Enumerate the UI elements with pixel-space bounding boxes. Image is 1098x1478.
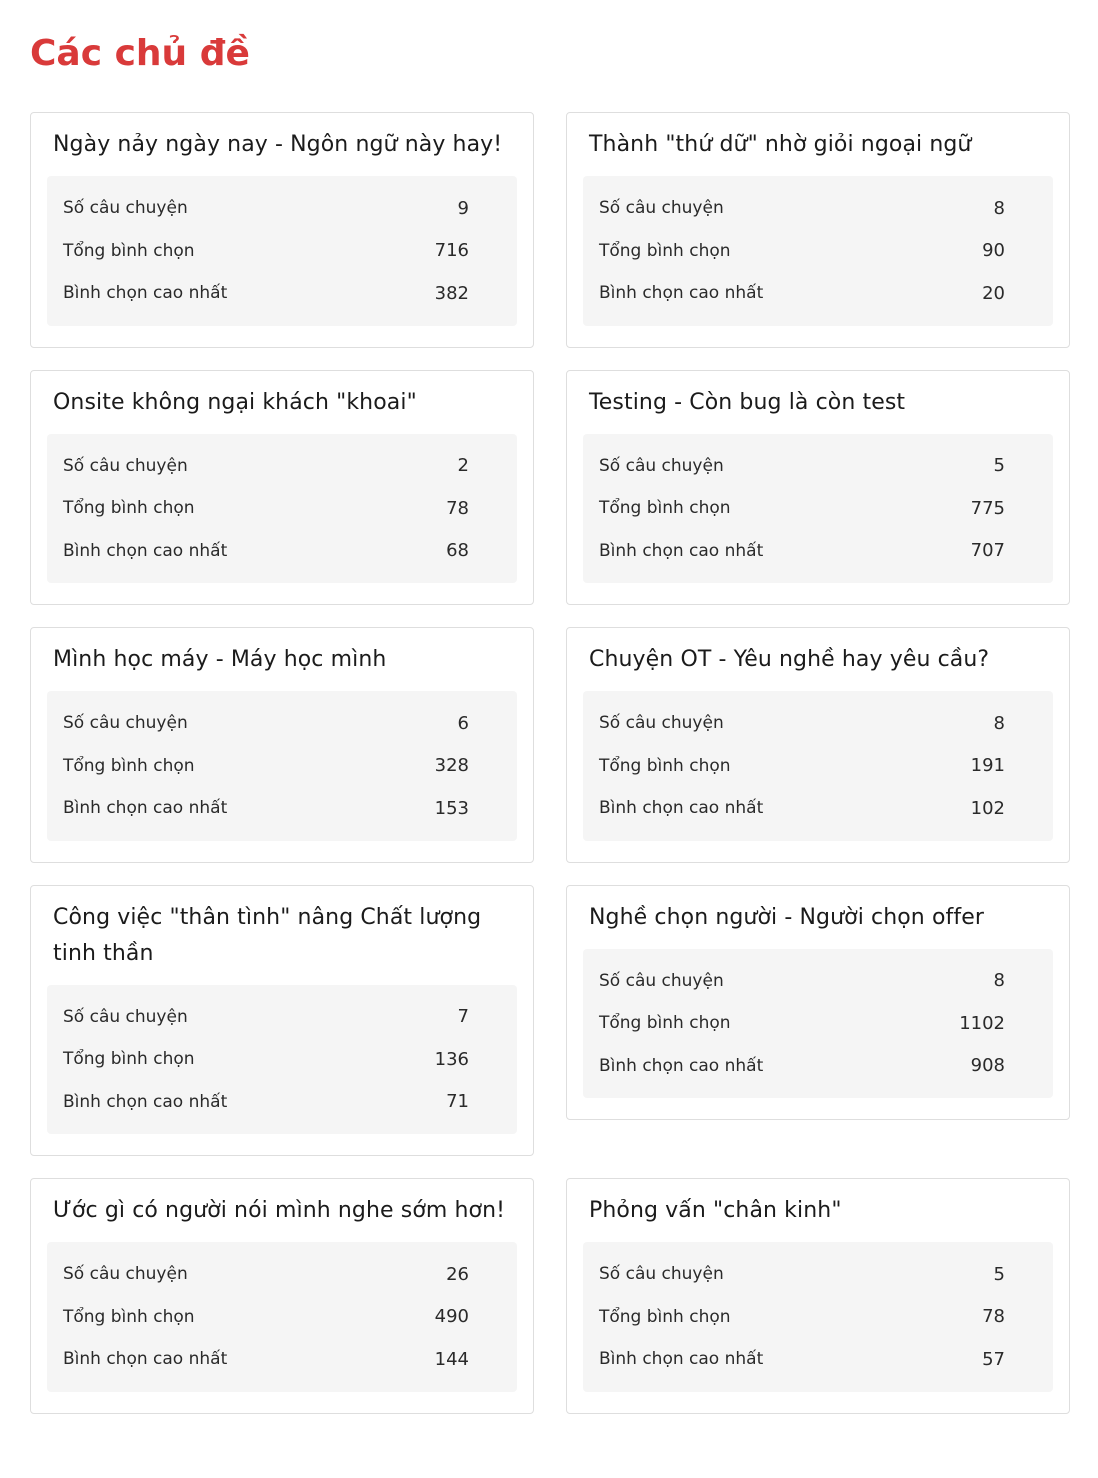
stat-label: Tổng bình chọn xyxy=(599,240,731,261)
stat-row-top-votes xyxy=(63,272,469,315)
stat-row-stories xyxy=(63,445,469,488)
stat-row-total-votes xyxy=(599,487,1005,530)
stat-label: Số câu chuyện xyxy=(63,198,188,219)
topics-grid xyxy=(30,112,1068,1414)
topic-stats xyxy=(583,434,1053,584)
topic-stats xyxy=(47,1242,517,1392)
stat-label: Số câu chuyện xyxy=(63,1006,188,1027)
stat-row-top-votes xyxy=(63,1338,469,1381)
stat-row-top-votes xyxy=(599,530,1005,573)
stat-value: 71 xyxy=(446,1091,469,1113)
topic-stats xyxy=(47,176,517,326)
stat-label: Số câu chuyện xyxy=(63,1264,188,1285)
stat-row-total-votes xyxy=(63,230,469,273)
stat-row-stories xyxy=(599,445,1005,488)
stat-value: 78 xyxy=(446,497,469,519)
stat-value: 2 xyxy=(457,455,469,477)
stat-value: 5 xyxy=(993,1263,1005,1285)
stat-value: 8 xyxy=(993,712,1005,734)
topic-title[interactable]: Onsite không ngại khách "khoai" xyxy=(53,389,417,415)
stat-value: 5 xyxy=(993,455,1005,477)
topic-title[interactable]: Ước gì có người nói mình nghe sớm hơn! xyxy=(53,1198,506,1223)
stat-row-total-votes xyxy=(63,1296,469,1339)
stat-label: Số câu chuyện xyxy=(599,455,724,476)
stat-label: Bình chọn cao nhất xyxy=(599,283,764,304)
stat-row-top-votes xyxy=(63,787,469,830)
topic-title[interactable]: Thành "thứ dữ" nhờ giỏi ngoại ngữ xyxy=(589,132,972,157)
stat-label: Số câu chuyện xyxy=(599,198,724,219)
stat-label: Tổng bình chọn xyxy=(63,498,195,519)
stat-label: Tổng bình chọn xyxy=(63,1306,195,1327)
stat-row-total-votes xyxy=(599,1296,1005,1339)
stat-value: 8 xyxy=(993,197,1005,219)
topic-card[interactable] xyxy=(566,370,1070,606)
stat-label: Tổng bình chọn xyxy=(63,240,195,261)
stat-label: Tổng bình chọn xyxy=(63,755,195,776)
topic-card[interactable] xyxy=(30,885,534,1157)
stat-label: Bình chọn cao nhất xyxy=(63,1091,228,1112)
topic-card[interactable] xyxy=(566,1178,1070,1414)
stat-label: Tổng bình chọn xyxy=(599,1306,731,1327)
page-title: Các chủ đề xyxy=(30,33,250,74)
stat-row-stories xyxy=(599,960,1005,1003)
stat-value: 9 xyxy=(457,197,469,219)
stat-value: 57 xyxy=(982,1348,1005,1370)
stat-value: 90 xyxy=(982,240,1005,262)
stat-value: 153 xyxy=(434,797,469,819)
topic-title[interactable]: Testing - Còn bug là còn test xyxy=(589,389,906,415)
stat-row-stories xyxy=(599,1253,1005,1296)
stat-row-top-votes xyxy=(599,272,1005,315)
stat-value: 78 xyxy=(982,1306,1005,1328)
topic-title[interactable]: Chuyện OT - Yêu nghề hay yêu cầu? xyxy=(589,647,990,672)
stat-label: Số câu chuyện xyxy=(599,713,724,734)
stat-row-stories xyxy=(63,187,469,230)
stat-label: Bình chọn cao nhất xyxy=(599,798,764,819)
stat-label: Bình chọn cao nhất xyxy=(63,283,228,304)
topic-card[interactable] xyxy=(30,370,534,606)
stat-value: 144 xyxy=(434,1348,469,1370)
topic-card[interactable] xyxy=(566,112,1070,348)
topic-title[interactable]: Phỏng vấn "chân kinh" xyxy=(589,1198,842,1223)
stat-row-total-votes xyxy=(63,487,469,530)
stat-value: 191 xyxy=(970,755,1005,777)
stat-value: 908 xyxy=(970,1055,1005,1077)
stat-row-total-votes xyxy=(599,745,1005,788)
stat-row-top-votes xyxy=(63,1081,469,1124)
topic-title[interactable]: Nghề chọn người - Người chọn offer xyxy=(589,904,984,930)
stat-value: 490 xyxy=(434,1306,469,1328)
stat-row-stories xyxy=(63,1253,469,1296)
stat-label: Bình chọn cao nhất xyxy=(599,540,764,561)
stat-row-total-votes xyxy=(63,745,469,788)
stat-value: 382 xyxy=(434,282,469,304)
topic-stats xyxy=(583,691,1053,841)
stat-row-total-votes xyxy=(63,1038,469,1081)
stat-row-total-votes xyxy=(599,230,1005,273)
stat-value: 26 xyxy=(446,1263,469,1285)
stat-label: Số câu chuyện xyxy=(63,455,188,476)
stat-value: 6 xyxy=(457,712,469,734)
topic-card[interactable] xyxy=(566,885,1070,1121)
topic-stats xyxy=(47,985,517,1135)
topic-stats xyxy=(583,176,1053,326)
stat-value: 328 xyxy=(434,755,469,777)
stat-label: Bình chọn cao nhất xyxy=(63,540,228,561)
stat-label: Tổng bình chọn xyxy=(63,1049,195,1070)
topic-card[interactable] xyxy=(30,627,534,863)
topic-title[interactable]: Ngày nảy ngày nay - Ngôn ngữ này hay! xyxy=(53,132,503,157)
stat-label: Bình chọn cao nhất xyxy=(63,798,228,819)
stat-value: 8 xyxy=(993,970,1005,992)
stat-row-top-votes xyxy=(599,1045,1005,1088)
topic-stats xyxy=(583,1242,1053,1392)
topic-stats xyxy=(47,691,517,841)
stat-row-stories xyxy=(599,187,1005,230)
stat-value: 7 xyxy=(457,1006,469,1028)
stat-label: Bình chọn cao nhất xyxy=(63,1349,228,1370)
stat-label: Bình chọn cao nhất xyxy=(599,1349,764,1370)
topic-card[interactable] xyxy=(566,627,1070,863)
stat-value: 102 xyxy=(970,797,1005,819)
stat-value: 1102 xyxy=(959,1012,1005,1034)
stat-label: Tổng bình chọn xyxy=(599,498,731,519)
stat-row-stories xyxy=(599,702,1005,745)
stat-row-top-votes xyxy=(599,787,1005,830)
stat-value: 68 xyxy=(446,540,469,562)
topic-stats xyxy=(47,434,517,584)
topic-card[interactable] xyxy=(30,112,534,348)
stat-row-total-votes xyxy=(599,1002,1005,1045)
stat-label: Bình chọn cao nhất xyxy=(599,1055,764,1076)
stat-label: Số câu chuyện xyxy=(599,970,724,991)
stat-label: Số câu chuyện xyxy=(63,713,188,734)
topic-card[interactable] xyxy=(30,1178,534,1414)
stat-value: 20 xyxy=(982,282,1005,304)
stat-value: 136 xyxy=(434,1048,469,1070)
topic-title[interactable]: Mình học máy - Máy học mình xyxy=(53,647,387,672)
stat-label: Số câu chuyện xyxy=(599,1264,724,1285)
stat-row-top-votes xyxy=(599,1338,1005,1381)
topic-title[interactable]: Công việc "thân tình" nâng Chất lượng tinh thần xyxy=(53,904,482,966)
stat-value: 716 xyxy=(434,240,469,262)
stat-row-stories xyxy=(63,996,469,1039)
stat-label: Tổng bình chọn xyxy=(599,1013,731,1034)
topic-stats xyxy=(583,949,1053,1099)
stat-row-top-votes xyxy=(63,530,469,573)
stat-value: 775 xyxy=(970,497,1005,519)
stat-value: 707 xyxy=(970,540,1005,562)
stat-row-stories xyxy=(63,702,469,745)
stat-label: Tổng bình chọn xyxy=(599,755,731,776)
